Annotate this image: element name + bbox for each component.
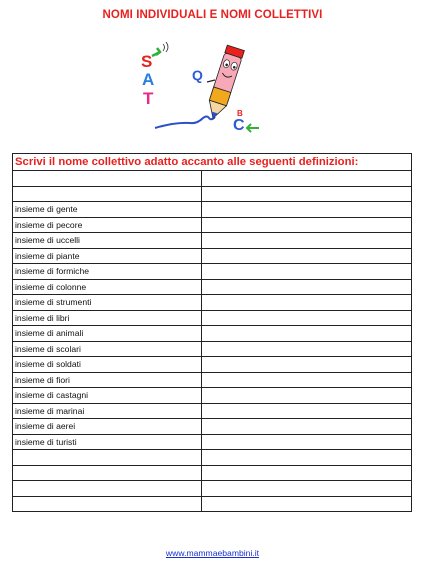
table-row: [13, 357, 412, 373]
table-row: [13, 496, 412, 512]
answer-cell[interactable]: [202, 465, 412, 481]
definition-cell: [13, 481, 202, 497]
definition-cell: insieme di animali: [13, 326, 202, 342]
letter-c: C: [233, 117, 245, 133]
answer-cell[interactable]: [202, 496, 412, 512]
definition-cell: insieme di fiori: [13, 372, 202, 388]
letter-q: Q: [192, 67, 203, 83]
table-row: [13, 202, 412, 218]
table-row: [13, 264, 412, 280]
instruction-row: [13, 154, 412, 171]
table-row: [13, 217, 412, 233]
scribble-line: [155, 117, 215, 129]
definition-cell: [13, 465, 202, 481]
table-row: [13, 388, 412, 404]
definition-cell: insieme di soldati: [13, 357, 202, 373]
definition-cell: insieme di piante: [13, 248, 202, 264]
definition-cell: insieme di gente: [13, 202, 202, 218]
pencil-arm: [207, 80, 215, 82]
answer-cell[interactable]: [202, 357, 412, 373]
table-row: [13, 279, 412, 295]
answer-cell[interactable]: [202, 217, 412, 233]
letter-b: B: [237, 109, 243, 118]
answer-cell[interactable]: [202, 419, 412, 435]
definitions-table: [12, 153, 412, 512]
green-mark-icon: [152, 48, 160, 56]
letter-s: S: [141, 52, 153, 71]
answer-cell[interactable]: [202, 171, 412, 187]
pencil-letters-illustration: [135, 38, 270, 133]
answer-cell[interactable]: [202, 186, 412, 202]
answer-cell[interactable]: [202, 388, 412, 404]
definition-cell: insieme di strumenti: [13, 295, 202, 311]
letter-a: A: [142, 70, 155, 89]
table-row: [13, 341, 412, 357]
answer-cell[interactable]: [202, 233, 412, 249]
definition-cell: insieme di castagni: [13, 388, 202, 404]
table-row: [13, 233, 412, 249]
table-row: [13, 310, 412, 326]
definition-cell: insieme di turisti: [13, 434, 202, 450]
answer-cell[interactable]: [202, 279, 412, 295]
answer-cell[interactable]: [202, 450, 412, 466]
table-row: [13, 248, 412, 264]
definition-cell: insieme di aerei: [13, 419, 202, 435]
table-row: [13, 465, 412, 481]
table-row: [13, 171, 412, 187]
answer-cell[interactable]: [202, 202, 412, 218]
table-row: [13, 186, 412, 202]
answer-cell[interactable]: [202, 372, 412, 388]
answer-cell[interactable]: [202, 481, 412, 497]
table-row: [13, 419, 412, 435]
answer-cell[interactable]: [202, 326, 412, 342]
green-arrow-icon: [247, 124, 259, 132]
table-row: [13, 295, 412, 311]
answer-cell[interactable]: [202, 310, 412, 326]
definition-cell: [13, 450, 202, 466]
table-row: [13, 481, 412, 497]
table-row: [13, 326, 412, 342]
definition-cell: [13, 171, 202, 187]
page-title: NOMI INDIVIDUALI E NOMI COLLETTIVI: [102, 9, 323, 21]
table-row: [13, 450, 412, 466]
answer-cell[interactable]: [202, 341, 412, 357]
definition-cell: insieme di uccelli: [13, 233, 202, 249]
table-row: [13, 434, 412, 450]
instruction-text: Scrivi il nome collettivo adatto accanto alle seguenti definizioni:: [13, 154, 412, 171]
definition-cell: insieme di libri: [13, 310, 202, 326]
answer-cell[interactable]: [202, 248, 412, 264]
definition-cell: insieme di pecore: [13, 217, 202, 233]
table-row: [13, 403, 412, 419]
definition-cell: insieme di marinai: [13, 403, 202, 419]
definition-cell: [13, 496, 202, 512]
answer-cell[interactable]: [202, 264, 412, 280]
definition-cell: [13, 186, 202, 202]
table-row: [13, 372, 412, 388]
definition-cell: insieme di formiche: [13, 264, 202, 280]
letter-t: T: [143, 89, 154, 108]
definition-cell: insieme di colonne: [13, 279, 202, 295]
answer-cell[interactable]: [202, 434, 412, 450]
answer-cell[interactable]: [202, 403, 412, 419]
sparkle-icon: [163, 42, 168, 52]
definition-cell: insieme di scolari: [13, 341, 202, 357]
footer-link[interactable]: www.mammaebambini.it: [165, 548, 260, 558]
answer-cell[interactable]: [202, 295, 412, 311]
